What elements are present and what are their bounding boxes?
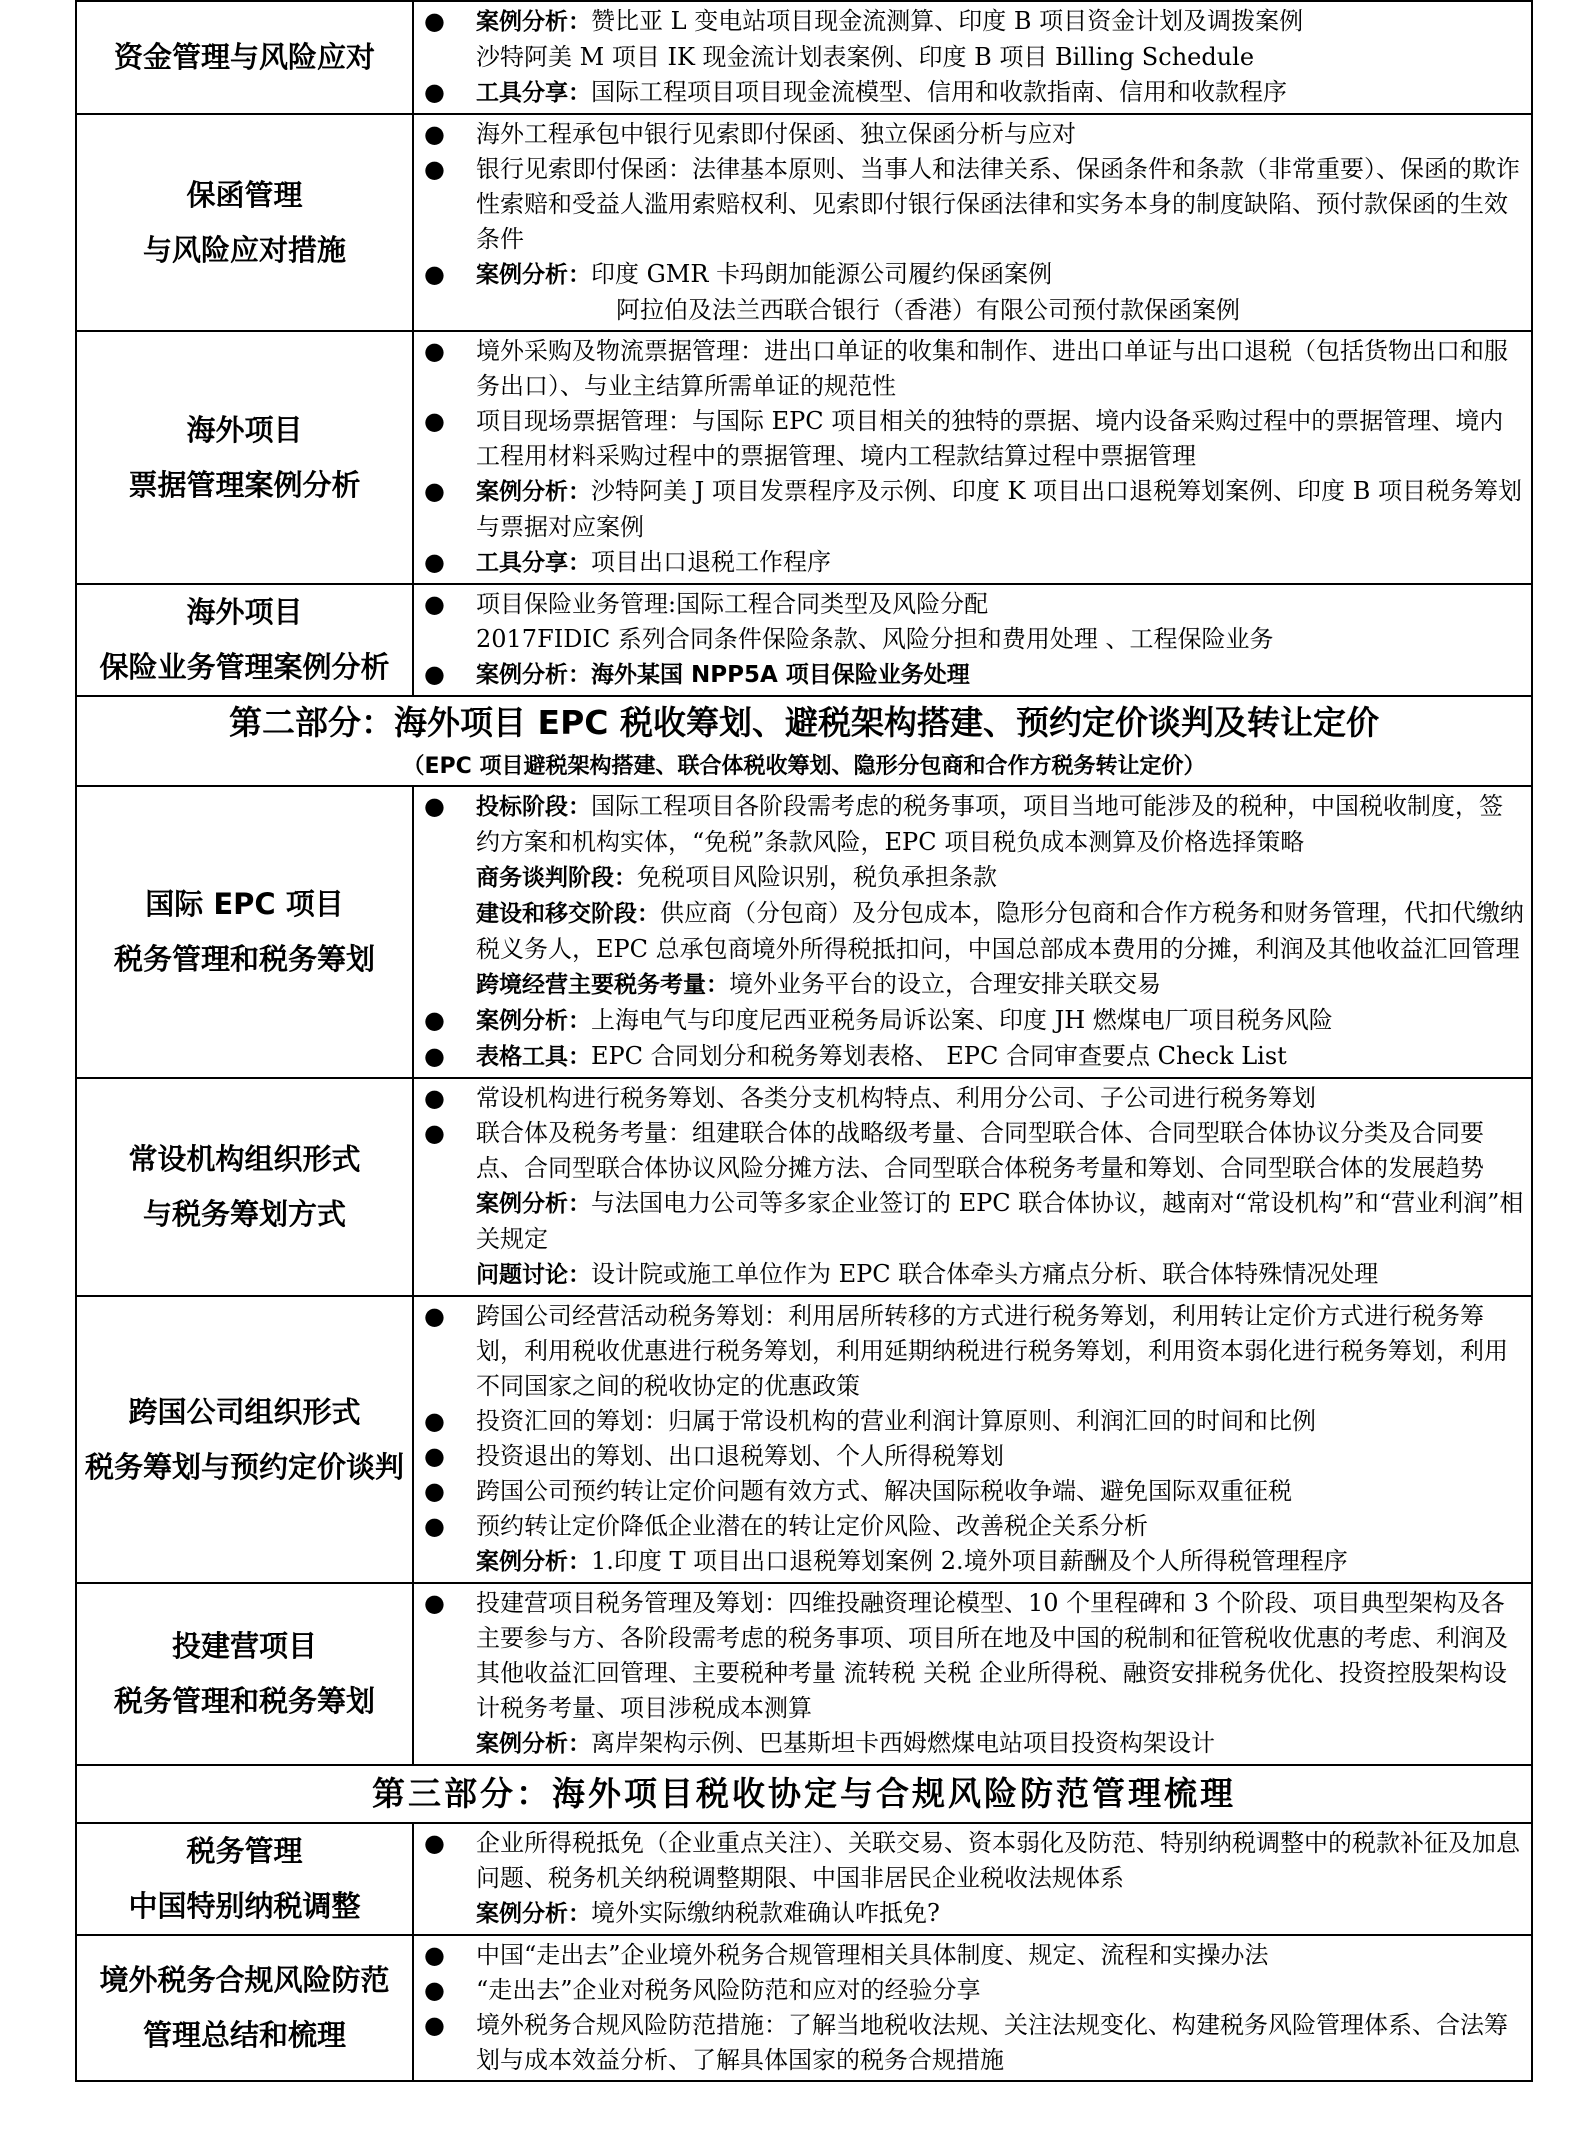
- section-cell: [76, 696, 1532, 786]
- topic-label-line: 海外项目: [186, 595, 303, 629]
- bullet-icon: ●: [424, 477, 445, 505]
- bullet-spacer: [424, 1257, 476, 1293]
- content-value: 国际工程项目项目现金流模型、信用和收款指南、信用和收款程序: [591, 78, 1287, 106]
- bullet-spacer: [424, 967, 476, 1003]
- content-text: [476, 1257, 1525, 1293]
- bullet-spacer: [424, 1726, 476, 1762]
- topic-row: [76, 584, 1532, 696]
- content-value: 阿拉伯及法兰西联合银行（香港）有限公司预付款保函案例: [616, 296, 1240, 324]
- content-text: [476, 474, 1525, 545]
- content-value: 海外工程承包中银行见索即付保函、独立保函分析与应对: [476, 120, 1076, 148]
- content-item: [424, 622, 1525, 657]
- topic-label-cell: [76, 1935, 413, 2081]
- content-text: [476, 1544, 1525, 1580]
- content-text: [476, 1938, 1525, 1973]
- topic-label-cell: [76, 786, 413, 1078]
- content-item: [424, 1973, 1525, 2008]
- topic-row: [76, 1078, 1532, 1296]
- content-item: [424, 404, 1525, 474]
- topic-row: [76, 1583, 1532, 1765]
- bullet-icon: ●: [424, 792, 445, 820]
- content-keyword: 商务谈判阶段：: [476, 865, 637, 891]
- content-keyword: 案例分析：: [476, 1008, 591, 1034]
- content-item: [424, 1896, 1525, 1932]
- topic-label-line: 保险业务管理案例分析: [99, 650, 390, 684]
- content-text: [476, 117, 1525, 152]
- content-value: 境外采购及物流票据管理：进出口单证的收集和制作、进出口单证与出口退税（包括货物出口和服务出口）、与业主结算所需单证的规范性: [476, 337, 1508, 400]
- topic-label-line: 海外项目: [186, 412, 303, 447]
- bullet-icon: ●: [424, 337, 445, 365]
- content-text: [476, 789, 1525, 860]
- topic-content-cell: [413, 1935, 1532, 2081]
- topic-row: [76, 1823, 1532, 1935]
- content-item: [424, 257, 1525, 293]
- topic-row: [76, 1296, 1532, 1583]
- content-value: 投资汇回的筹划：归属于常设机构的营业利润计算原则、利润汇回的时间和比例: [476, 1407, 1316, 1435]
- topic-content-cell: [413, 1, 1532, 114]
- section-title: 第三部分：海外项目税收协定与合规风险防范管理梳理: [372, 1774, 1236, 1813]
- content-value: 赞比亚 L 变电站项目现金流测算、印度 B 项目资金计划及调拨案例: [591, 7, 1304, 35]
- content-value: 投建营项目税务管理及筹划：四维投融资理论模型、10 个里程碑和 3 个阶段、项目典型架构及各主要参与方、各阶段需考虑的税务事项、项目所在地及中国的税制和征管税收优惠的考虑、利润及其他收益汇回管理、主要税种考量 流转税 关税 企业所得税、融资安排税务优化、投资控股架构设计税务考量、项目涉税成本测算: [476, 1589, 1508, 1722]
- topic-label-cell: [76, 114, 413, 331]
- content-value: 项目保险业务管理:国际工程合同类型及风险分配: [476, 590, 989, 618]
- section-title: 第二部分：海外项目 EPC 税收筹划、避税架构搭建、预约定价谈判及转让定价: [229, 703, 1379, 742]
- content-value: 印度 GMR 卡玛朗加能源公司履约保函案例: [591, 260, 1053, 288]
- course-outline-sheet: [75, 0, 1533, 2082]
- bullet-icon: ●: [424, 1042, 445, 1070]
- topic-label-line: 管理总结和梳理: [142, 2018, 346, 2052]
- content-keyword: 案例分析：: [476, 1191, 591, 1217]
- content-value: 2017FIDIC 系列合同条件保险条款、风险分担和费用处理 、工程保险业务: [476, 625, 1274, 653]
- bullet-icon: ●: [424, 590, 445, 618]
- bullet-icon: ●: [424, 1084, 445, 1112]
- content-value: 1.印度 T 项目出口退税筹划案例 2.境外项目薪酬及个人所得税管理程序: [591, 1547, 1348, 1575]
- content-item: [424, 789, 1525, 860]
- bullet-spacer: [424, 1544, 476, 1580]
- content-value: 沙特阿美 J 项目发票程序及示例、印度 K 项目出口退税筹划案例、印度 B 项目税务筹划与票据对应案例: [476, 477, 1522, 541]
- content-item: [424, 967, 1525, 1003]
- course-outline-body: [76, 1, 1532, 2081]
- content-text: [476, 1726, 1525, 1762]
- bullet-spacer: [424, 896, 476, 967]
- content-item: [424, 293, 1525, 328]
- topic-label-line: 境外税务合规风险防范: [99, 1963, 390, 1997]
- bullet-icon: ●: [424, 1442, 445, 1470]
- content-text: [476, 75, 1525, 111]
- content-item: [424, 657, 1525, 693]
- content-value: 沙特阿美 M 项目 IK 现金流计划表案例、印度 B 项目 Billing Schedule: [476, 43, 1255, 71]
- topic-label-cell: [76, 1296, 413, 1583]
- content-value: 项目出口退税工作程序: [591, 548, 831, 576]
- content-item: [424, 1938, 1525, 1973]
- bullet-icon: ●: [424, 120, 445, 148]
- topic-label-line: 保函管理: [186, 177, 303, 212]
- content-value: “走出去”企业对税务风险防范和应对的经验分享: [476, 1976, 981, 2004]
- bullet-icon: ●: [424, 155, 445, 183]
- content-item: [424, 1003, 1525, 1039]
- content-keyword: 工具分享：: [476, 80, 591, 106]
- content-text: [476, 404, 1525, 474]
- topic-label-line: 与税务筹划方式: [142, 1197, 346, 1231]
- content-keyword: 问题讨论：: [476, 1262, 591, 1288]
- content-text: [476, 1116, 1525, 1186]
- topic-label-cell: [76, 1, 413, 114]
- content-item: [424, 1404, 1525, 1439]
- section-cell: [76, 1765, 1532, 1823]
- topic-label-line: 税务筹划与预约定价谈判: [84, 1449, 404, 1484]
- content-value: 免税项目风险识别，税负承担条款: [637, 863, 997, 891]
- content-text: [476, 1586, 1525, 1726]
- content-text: [476, 587, 1525, 622]
- content-value: 跨国公司预约转让定价问题有效方式、解决国际税收争端、避免国际双重征税: [476, 1477, 1292, 1505]
- topic-label-line: 中国特别纳税调整: [128, 1889, 361, 1923]
- content-item: [424, 1826, 1525, 1896]
- content-text: [476, 1439, 1525, 1474]
- content-item: [424, 1474, 1525, 1509]
- content-keyword: 案例分析：: [476, 9, 591, 35]
- content-value: 跨国公司经营活动税务筹划：利用居所转移的方式进行税务筹划，利用转让定价方式进行税务筹划，利用税收优惠进行税务筹划，利用延期纳税进行税务筹划，利用资本弱化进行税务筹划，利用不同国家之间的税收协定的优惠政策: [476, 1302, 1508, 1400]
- content-item: [424, 75, 1525, 111]
- content-value: 离岸架构示例、巴基斯坦卡西姆燃煤电站项目投资构架设计: [591, 1729, 1215, 1757]
- content-text: [476, 40, 1525, 75]
- content-text: [476, 1404, 1525, 1439]
- content-text: [476, 293, 1525, 328]
- content-text: [476, 4, 1525, 40]
- topic-label-cell: [76, 331, 413, 584]
- content-item: [424, 896, 1525, 967]
- topic-row: [76, 331, 1532, 584]
- content-item: [424, 860, 1525, 896]
- content-item: [424, 152, 1525, 257]
- topic-label-line: 常设机构组织形式: [128, 1142, 361, 1176]
- content-value: 企业所得税抵免（企业重点关注）、关联交易、资本弱化及防范、特别纳税调整中的税款补征及加息问题、税务机关纳税调整期限、中国非居民企业税收法规体系: [476, 1829, 1520, 1892]
- content-value: 中国“走出去”企业境外税务合规管理相关具体制度、规定、流程和实操办法: [476, 1941, 1269, 1969]
- topic-row: [76, 1, 1532, 114]
- content-text: [476, 1896, 1525, 1932]
- content-value: 联合体及税务考量：组建联合体的战略级考量、合同型联合体、合同型联合体协议分类及合同要点、合同型联合体协议风险分摊方法、合同型联合体税务考量和筹划、合同型联合体的发展趋势: [476, 1119, 1484, 1182]
- content-keyword: 案例分析：: [476, 1901, 591, 1927]
- bullet-icon: ●: [424, 7, 445, 35]
- section-row: [76, 696, 1532, 786]
- topic-label-line: 资金管理与风险应对: [113, 40, 375, 74]
- content-item: [424, 1544, 1525, 1580]
- content-value: 银行见索即付保函：法律基本原则、当事人和法律关系、保函条件和条款（非常重要）、保函的欺诈性索赔和受益人滥用索赔权利、见索即付银行保函法律和实务本身的制度缺陷、预付款保函的生效条件: [476, 155, 1520, 253]
- content-item: [424, 1257, 1525, 1293]
- topic-label-line: 税务管理和税务筹划: [113, 942, 375, 976]
- content-keyword: 跨境经营主要税务考量：: [476, 972, 729, 998]
- bullet-icon: ●: [424, 407, 445, 435]
- content-item: [424, 1299, 1525, 1404]
- content-text: [476, 657, 1525, 693]
- bullet-icon: ●: [424, 1941, 445, 1969]
- topic-row: [76, 114, 1532, 331]
- topic-label-line: 税务管理: [186, 1834, 303, 1868]
- bullet-icon: ●: [424, 548, 445, 576]
- content-value: 设计院或施工单位作为 EPC 联合体牵头方痛点分析、联合体特殊情况处理: [591, 1260, 1379, 1288]
- bullet-spacer: [424, 860, 476, 896]
- content-value: 上海电气与印度尼西亚税务局诉讼案、印度 JH 燃煤电厂项目税务风险: [591, 1006, 1333, 1034]
- content-item: [424, 1586, 1525, 1726]
- topic-row: [76, 786, 1532, 1078]
- content-value: 项目现场票据管理：与国际 EPC 项目相关的独特的票据、境内设备采购过程中的票据管理、境内工程用材料采购过程中的票据管理、境内工程款结算过程中票据管理: [476, 407, 1504, 470]
- content-text: [476, 1299, 1525, 1404]
- content-item: [424, 1081, 1525, 1116]
- content-item: [424, 117, 1525, 152]
- bullet-icon: ●: [424, 1119, 445, 1147]
- bullet-icon: ●: [424, 1006, 445, 1034]
- bullet-spacer: [424, 40, 476, 75]
- bullet-icon: ●: [424, 1829, 445, 1857]
- content-item: [424, 545, 1525, 581]
- topic-label-cell: [76, 584, 413, 696]
- bullet-spacer: [424, 293, 476, 328]
- content-item: [424, 587, 1525, 622]
- content-text: [476, 1474, 1525, 1509]
- content-item: [424, 1116, 1525, 1186]
- content-value: 境外税务合规风险防范措施：了解当地税收法规、关注法规变化、构建税务风险管理体系、合法筹划与成本效益分析、了解具体国家的税务合规措施: [476, 2011, 1508, 2074]
- content-item: [424, 1039, 1525, 1075]
- bullet-icon: ●: [424, 2011, 445, 2039]
- topic-content-cell: [413, 1078, 1532, 1296]
- content-value: 国际工程项目各阶段需考虑的税务事项，项目当地可能涉及的税种，中国税收制度，签约方案和机构实体，“免税”条款风险，EPC 项目税负成本测算及价格选择策略: [476, 792, 1503, 856]
- content-text: [476, 860, 1525, 896]
- content-text: [476, 967, 1525, 1003]
- content-item: [424, 1726, 1525, 1762]
- content-item: [424, 1439, 1525, 1474]
- bullet-spacer: [424, 1186, 476, 1257]
- section-row: [76, 1765, 1532, 1823]
- content-value: 预约转让定价降低企业潜在的转让定价风险、改善税企关系分析: [476, 1512, 1148, 1540]
- topic-content-cell: [413, 331, 1532, 584]
- content-value: 境外业务平台的设立，合理安排关联交易: [729, 970, 1161, 998]
- content-text: [476, 1003, 1525, 1039]
- topic-content-cell: [413, 114, 1532, 331]
- content-text: [476, 1186, 1525, 1257]
- content-text: [476, 152, 1525, 257]
- content-item: [424, 334, 1525, 404]
- bullet-icon: ●: [424, 78, 445, 106]
- content-text: [476, 1081, 1525, 1116]
- topic-row: [76, 1935, 1532, 2081]
- topic-label-line: 与风险应对措施: [142, 232, 346, 267]
- content-value: 境外实际缴纳税款难确认咋抵免?: [591, 1899, 940, 1927]
- content-keyword: 投标阶段：: [476, 794, 591, 820]
- content-text: [476, 334, 1525, 404]
- content-item: [424, 1186, 1525, 1257]
- content-keyword: 案例分析：: [476, 262, 591, 288]
- content-text: [476, 622, 1525, 657]
- topic-content-cell: [413, 1583, 1532, 1765]
- topic-content-cell: [413, 1296, 1532, 1583]
- content-item: [424, 474, 1525, 545]
- content-text: [476, 2008, 1525, 2078]
- bullet-spacer: [424, 622, 476, 657]
- content-item: [424, 4, 1525, 40]
- content-keyword: 建设和移交阶段：: [476, 901, 660, 927]
- content-text: [476, 1509, 1525, 1544]
- content-text: [476, 257, 1525, 293]
- content-item: [424, 40, 1525, 75]
- bullet-icon: ●: [424, 660, 445, 688]
- content-keyword: 案例分析：: [476, 1549, 591, 1575]
- content-value: 常设机构进行税务筹划、各类分支机构特点、利用分公司、子公司进行税务筹划: [476, 1084, 1316, 1112]
- bullet-icon: ●: [424, 1589, 445, 1617]
- content-value: EPC 合同划分和税务筹划表格、 EPC 合同审查要点 Check List: [591, 1042, 1287, 1070]
- content-text: [476, 1973, 1525, 2008]
- topic-label-cell: [76, 1583, 413, 1765]
- topic-label-line: 国际 EPC 项目: [145, 887, 344, 921]
- bullet-icon: ●: [424, 260, 445, 288]
- topic-content-cell: [413, 786, 1532, 1078]
- course-outline-table: [75, 0, 1533, 2082]
- content-text: [476, 1039, 1525, 1075]
- content-text: [476, 545, 1525, 581]
- topic-label-line: 票据管理案例分析: [128, 467, 361, 502]
- content-text: [476, 1826, 1525, 1896]
- bullet-spacer: [424, 1896, 476, 1932]
- content-value: 与法国电力公司等多家企业签订的 EPC 联合体协议，越南对“常设机构”和“营业利润”相关规定: [476, 1189, 1524, 1253]
- content-item: [424, 1509, 1525, 1544]
- content-value: 供应商（分包商）及分包成本，隐形分包商和合作方税务和财务管理，代扣代缴纳税义务人，EPC 总承包商境外所得税抵扣问，中国总部成本费用的分摊，利润及其他收益汇回管理: [476, 899, 1524, 963]
- content-text: [476, 896, 1525, 967]
- topic-label-cell: [76, 1078, 413, 1296]
- bullet-icon: ●: [424, 1407, 445, 1435]
- topic-content-cell: [413, 1823, 1532, 1935]
- topic-content-cell: [413, 584, 1532, 696]
- section-subtitle: （EPC 项目避税架构搭建、联合体税收筹划、隐形分包商和合作方税务转让定价）: [402, 754, 1206, 779]
- bullet-icon: ●: [424, 1477, 445, 1505]
- content-keyword: 案例分析：: [476, 479, 591, 505]
- topic-label-cell: [76, 1823, 413, 1935]
- content-keyword: 案例分析：: [476, 662, 591, 688]
- topic-label-line: 税务管理和税务筹划: [113, 1684, 375, 1718]
- content-keyword: 表格工具：: [476, 1044, 591, 1070]
- content-value: 海外某国 NPP5A 项目保险业务处理: [591, 662, 970, 688]
- bullet-icon: ●: [424, 1512, 445, 1540]
- bullet-icon: ●: [424, 1976, 445, 2004]
- topic-label-line: 跨国公司组织形式: [128, 1394, 361, 1429]
- content-item: [424, 2008, 1525, 2078]
- topic-label-line: 投建营项目: [171, 1629, 317, 1663]
- content-value: 投资退出的筹划、出口退税筹划、个人所得税筹划: [476, 1442, 1004, 1470]
- content-keyword: 工具分享：: [476, 550, 591, 576]
- content-keyword: 案例分析：: [476, 1731, 591, 1757]
- bullet-icon: ●: [424, 1302, 445, 1330]
